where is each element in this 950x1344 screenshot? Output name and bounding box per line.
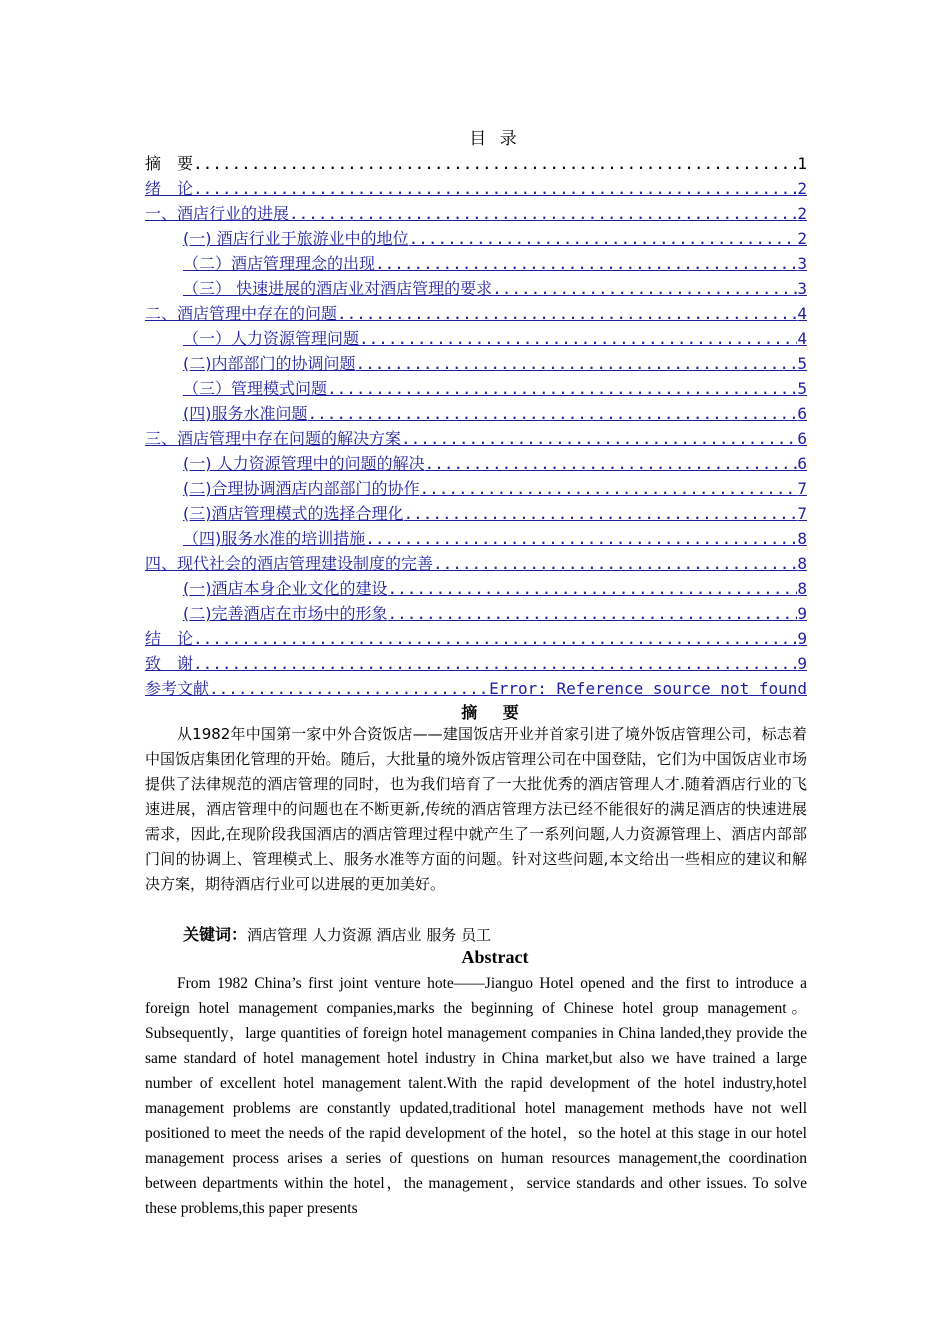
keywords-value: 酒店管理 人力资源 酒店业 服务 员工: [247, 926, 492, 944]
toc-entry-conclusion[interactable]: 结 论 ..... 9: [145, 624, 807, 649]
toc-entry-4-1[interactable]: (一)酒店本身企业文化的建设 ..... 8: [145, 574, 807, 599]
chinese-abstract-paragraph: 从1982年中国第一家中外合资饭店——建国饭店开业并首家引进了境外饭店管理公司，标志着中国饭店集团化管理的开始。随后，大批量的境外饭店管理公司在中国登陆，它们为中国饭店业市场提供了法律规范的酒店管理的同时，也为我们培育了一大批优秀的酒店管理人才.随着酒店行业的飞速进展，酒店管理中的问题也在不断更新,传统的酒店管理方法已经不能很好的满足酒店的快速进展需求，因此,在现阶段我国酒店的酒店管理过程中就产生了一系列问题,人力资源管理上、酒店内部部门间的协调上、管理模式上、服务水准等方面的问题。针对这些问题,本文给出一些相应的建议和解决方案，期待酒店行业可以进展的更加美好。: [145, 725, 807, 893]
toc-entry-3-3[interactable]: (三)酒店管理模式的选择合理化 ..... 7: [145, 499, 807, 524]
toc-entry-3-2[interactable]: (二)合理协调酒店内部部门的协作 ..... 7: [145, 474, 807, 499]
toc-entry-1-3[interactable]: （三） 快速进展的酒店业对酒店管理的要求 ..... 3: [145, 274, 807, 299]
english-abstract-paragraph: From 1982 China’s first joint venture hote——Jianguo Hotel opened and the first to introduce a foreign hotel management companies,marks the beginning of Chinese hotel group management。Subsequently，large quantities of foreign hotel management companies in China landed,they provide the same standard of hotel management hotel industry in China market,but also we have trained a large number of excellent hotel management talent.With the rapid development of the hotel industry,hotel management problems are constantly updated,traditional hotel management methods have not well positioned to meet the needs of the rapid development of the hotel，so the hotel at this stage in our hotel management process arises a series of questions on human resources management,the coordination between departments within the hotel，the management，service standards and other issues. To solve these problems,this paper presents: [145, 975, 807, 1217]
toc-entry-references[interactable]: 参考文献 ..... Error: Reference source not found: [145, 674, 807, 699]
toc-entry-chapter-4[interactable]: 四、现代社会的酒店管理建设制度的完善 ..... 8: [145, 549, 807, 574]
toc-entry-acknowledgements[interactable]: 致 谢 ..... 9: [145, 649, 807, 674]
toc-entry-2-3[interactable]: （三）管理模式问题 ..... 5: [145, 374, 807, 399]
keywords-label: 关键词：: [183, 925, 248, 944]
toc-entry-chapter-1[interactable]: 一、酒店行业的进展 ..... 2: [145, 199, 807, 224]
chinese-abstract-title: 摘 要: [461, 703, 529, 722]
toc-entry-3-4[interactable]: （四)服务水准的培训措施 ..... 8: [145, 524, 807, 549]
toc-entry-2-1[interactable]: （一）人力资源管理问题 ..... 4: [145, 324, 807, 349]
toc-entry-introduction[interactable]: 绪 论 ..... 2: [145, 174, 807, 199]
toc-entry-chapter-2[interactable]: 二、酒店管理中存在的问题 ..... 4: [145, 299, 807, 324]
toc-entry-2-4[interactable]: (四)服务水准问题 ..... 6: [145, 399, 807, 424]
toc-entry-chapter-3[interactable]: 三、酒店管理中存在问题的解决方案 ..... 6: [145, 424, 807, 449]
toc-entry-4-2[interactable]: (二)完善酒店在市场中的形象 ..... 9: [145, 599, 807, 624]
table-of-contents: [145, 149, 807, 699]
toc-entry-2-2[interactable]: (二)内部部门的协调问题 ..... 5: [145, 349, 807, 374]
english-abstract-body: [145, 971, 807, 1221]
toc-entry-1-2[interactable]: （二）酒店管理理念的出现 ..... 3: [145, 249, 807, 274]
toc-entry-abstract[interactable]: 摘 要 ..... 1: [145, 149, 807, 174]
toc-entry-3-1[interactable]: (一) 人力资源管理中的问题的解决 ..... 6: [145, 449, 807, 474]
keywords-line: [183, 922, 491, 948]
toc-title: 目 录: [469, 129, 521, 149]
english-abstract-title: Abstract: [461, 947, 529, 967]
chinese-abstract-body: [145, 722, 807, 897]
toc-entry-1-1[interactable]: (一) 酒店行业于旅游业中的地位 ..... 2: [145, 224, 807, 249]
